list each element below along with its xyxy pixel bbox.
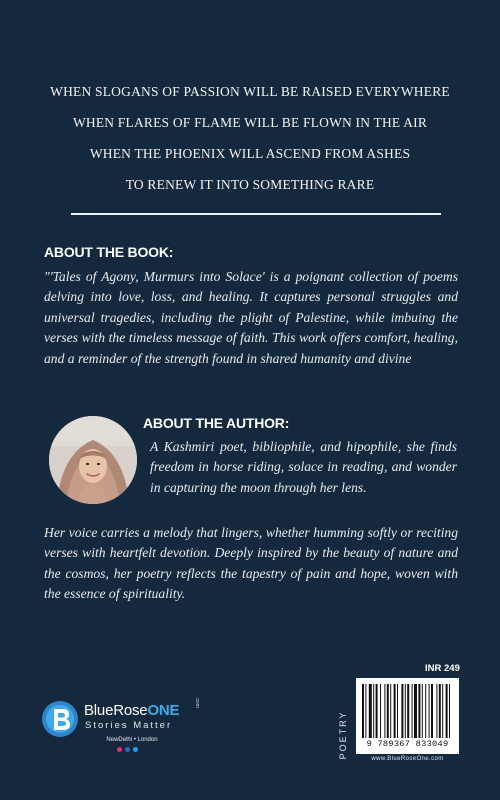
publisher-brand <box>84 702 179 719</box>
instagram-icon <box>117 747 122 752</box>
isbn-barcode <box>356 678 459 754</box>
barcode-bars <box>362 684 453 738</box>
price-label: INR 249 <box>425 663 460 674</box>
poem-line: WHEN SLOGANS OF PASSION WILL BE RAISED EVERYWHERE <box>50 84 450 99</box>
twitter-icon <box>133 747 138 752</box>
author-photo <box>49 416 137 504</box>
poem-excerpt <box>0 76 500 200</box>
isbn-number: 9 789367 833049 <box>366 739 449 749</box>
brand-name: BlueRose <box>84 702 148 719</box>
genre-label: POETRY <box>338 710 348 760</box>
bluerose-logo-icon <box>41 700 79 738</box>
about-author-heading: ABOUT THE AUTHOR: <box>143 415 290 431</box>
publisher-website: www.BlueRoseOne.com <box>371 756 444 762</box>
about-book-text: "'Tales of Agony, Murmurs into Solace' is a poignant collection of poems delving into love, loss, and healing. It captures personal struggles and universal tragedies, including the plight of Palestine, while imbuing the verses with the timeless message of faith. This work offers comfort, healing, and a reminder of the strength found in shared humanity and divine <box>44 269 458 366</box>
about-book-heading: ABOUT THE BOOK: <box>44 244 174 260</box>
divider-line <box>71 213 441 215</box>
brand-one: ONE <box>147 702 180 719</box>
about-author-text: A Kashmiri poet, bibliophile, and hipophile, she finds freedom in horse riding, solace in reading, and wonder in capturing the moon through her lens. <box>150 439 457 495</box>
publisher-tagline: Stories Matter <box>85 720 173 731</box>
poem-line: WHEN FLARES OF FLAME WILL BE FLOWN IN THE AIR <box>72 115 428 130</box>
social-icons <box>117 747 138 752</box>
brand-suffix: .com <box>194 697 200 708</box>
facebook-icon <box>125 747 130 752</box>
publisher-locations: NewDelhi • London <box>106 737 158 743</box>
author-voice-text: Her voice carries a melody that lingers, whether humming softly or reciting verses with heartfelt devotion. Deeply inspired by the beauty of nature and the cosmos, her poetry reflects the tapestry of pain and hope, woven with the essence of spirituality. <box>44 525 458 602</box>
poem-line: WHEN THE PHOENIX WILL ASCEND FROM ASHES <box>89 146 411 161</box>
poem-line: TO RENEW IT INTO SOMETHING RARE <box>125 177 375 192</box>
